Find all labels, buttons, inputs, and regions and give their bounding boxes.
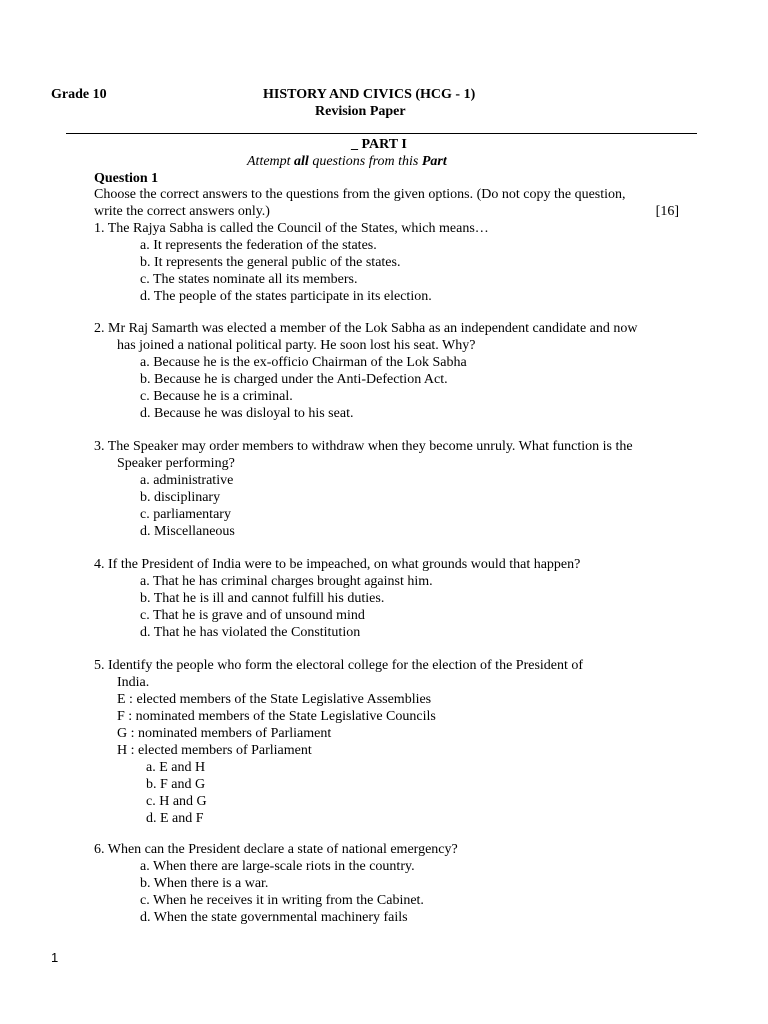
- item-1-option-a: a. It represents the federation of the states.: [140, 238, 377, 253]
- item-2-text-line-1: 2. Mr Raj Samarth was elected a member of the Lok Sabha as an independent candidate and now: [94, 321, 638, 336]
- header-divider: [66, 133, 697, 134]
- question-item-1: [94, 220, 704, 305]
- part-title: _ PART I: [351, 137, 407, 152]
- item-4-option-d: d. That he has violated the Constitution: [140, 625, 361, 640]
- item-5-option-b: b. F and G: [146, 777, 206, 792]
- item-3-option-d: d. Miscellaneous: [140, 524, 235, 539]
- question-item-2: [94, 320, 704, 422]
- item-2-option-c: c. Because he is a criminal.: [140, 389, 293, 404]
- item-4-option-c: c. That he is grave and of unsound mind: [140, 608, 365, 623]
- question-item-4: [94, 556, 704, 641]
- item-4-text: 4. If the President of India were to be impeached, on what grounds would that happen?: [94, 557, 581, 572]
- item-1-option-b: b. It represents the general public of the states.: [140, 255, 401, 270]
- marks-label: [16]: [655, 204, 679, 219]
- item-3-text-line-1: 3. The Speaker may order members to withdraw when they become unruly. What function is the: [94, 439, 633, 454]
- question-instruction-line-2: write the correct answers only.): [94, 204, 270, 219]
- item-3-option-b: b. disciplinary: [140, 490, 221, 505]
- item-3-text-line-2: Speaker performing?: [117, 456, 235, 471]
- item-3-option-a: a. administrative: [140, 473, 234, 488]
- question-item-3: [94, 438, 704, 540]
- paper-type: Revision Paper: [315, 104, 406, 119]
- item-3-option-c: c. parliamentary: [140, 507, 231, 522]
- item-5-text-line-2: India.: [117, 675, 150, 690]
- item-5-statement-e: E : elected members of the State Legislative Assemblies: [117, 692, 432, 707]
- question-instruction-line-1: Choose the correct answers to the questions from the given options. (Do not copy the question,: [94, 187, 626, 202]
- item-5-option-c: c. H and G: [146, 794, 207, 809]
- item-2-option-a: a. Because he is the ex-officio Chairman of the Lok Sabha: [140, 355, 467, 370]
- item-1-option-c: c. The states nominate all its members.: [140, 272, 358, 287]
- item-6-text: 6. When can the President declare a state of national emergency?: [94, 842, 458, 857]
- item-2-text-line-2: has joined a national political party. He soon lost his seat. Why?: [117, 338, 476, 353]
- item-2-option-b: b. Because he is charged under the Anti-Defection Act.: [140, 372, 448, 387]
- item-6-option-a: a. When there are large-scale riots in the country.: [140, 859, 415, 874]
- item-5-text-line-1: 5. Identify the people who form the electoral college for the election of the President of: [94, 658, 584, 673]
- part-instruction: Attempt all questions from this Part: [247, 154, 447, 169]
- item-6-option-d: d. When the state governmental machinery fails: [140, 910, 408, 925]
- item-6-option-c: c. When he receives it in writing from the Cabinet.: [140, 893, 424, 908]
- item-1-text: 1. The Rajya Sabha is called the Council of the States, which means…: [94, 221, 489, 236]
- question-item-5: [94, 657, 704, 827]
- item-4-option-b: b. That he is ill and cannot fulfill his duties.: [140, 591, 385, 606]
- item-5-statement-f: F : nominated members of the State Legislative Councils: [117, 709, 436, 724]
- subject-title: HISTORY AND CIVICS (HCG - 1): [263, 87, 476, 102]
- question-item-6: [94, 841, 704, 926]
- item-4-option-a: a. That he has criminal charges brought against him.: [140, 574, 433, 589]
- page-number: 1: [51, 950, 59, 965]
- item-5-option-a: a. E and H: [146, 760, 206, 775]
- item-2-option-d: d. Because he was disloyal to his seat.: [140, 406, 354, 421]
- grade-label: Grade 10: [51, 87, 107, 102]
- question-title: Question 1: [94, 171, 159, 186]
- item-5-statement-g: G : nominated members of Parliament: [117, 726, 332, 741]
- item-5-statement-h: H : elected members of Parliament: [117, 743, 312, 758]
- item-6-option-b: b. When there is a war.: [140, 876, 269, 891]
- item-1-option-d: d. The people of the states participate in its election.: [140, 289, 432, 304]
- item-5-option-d: d. E and F: [146, 811, 204, 826]
